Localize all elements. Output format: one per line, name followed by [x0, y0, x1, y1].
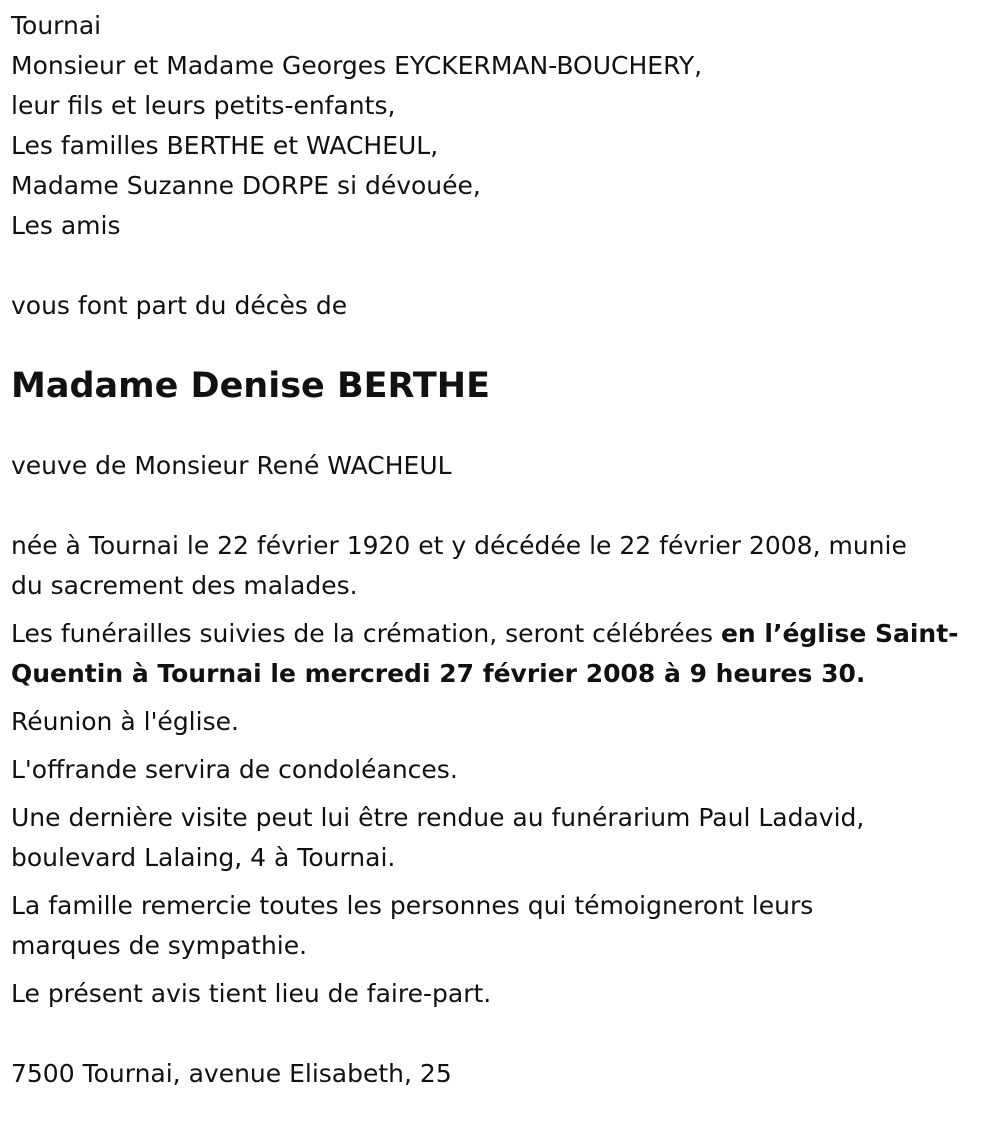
- location: Tournai: [11, 11, 102, 40]
- visit-paragraph: [11, 798, 996, 878]
- obituary-notice: [11, 6, 996, 1094]
- deceased-relation: veuve de Monsieur René WACHEUL: [11, 451, 452, 480]
- offering-paragraph: [11, 750, 996, 790]
- deceased-name: Madame Denise BERTHE: [11, 366, 491, 406]
- thanks-line: marques de sympathie.: [11, 931, 308, 960]
- visit-line: Une dernière visite peut lui être rendue au funérarium Paul Ladavid,: [11, 803, 865, 832]
- mourner-line: Les familles BERTHE et WACHEUL,: [11, 131, 439, 160]
- funeral-date-bold: Quentin à Tournai le mercredi 27 février 2008 à 9 heures 30.: [11, 659, 866, 688]
- meeting-text: Réunion à l'église.: [11, 707, 239, 736]
- thanks-paragraph: [11, 886, 996, 966]
- mourner-line: Les amis: [11, 211, 121, 240]
- birth-death-line: née à Tournai le 22 février 1920 et y décédée le 22 février 2008, munie: [11, 531, 907, 560]
- family-address: 7500 Tournai, avenue Elisabeth, 25: [11, 1059, 452, 1088]
- funeral-location-bold: en l’église Saint-: [720, 619, 959, 648]
- funeral-paragraph: [11, 614, 996, 694]
- mourner-line: leur fils et leurs petits-enfants,: [11, 91, 396, 120]
- funeral-line: [11, 654, 996, 694]
- birth-death-paragraph: [11, 526, 996, 606]
- funeral-intro: Les funérailles suivies de la crémation, seront célébrées: [11, 619, 721, 648]
- birth-death-line: du sacrement des malades.: [11, 571, 358, 600]
- thanks-line: La famille remercie toutes les personnes qui témoigneront leurs: [11, 891, 814, 920]
- mourners-list: [11, 46, 996, 246]
- visit-line: boulevard Lalaing, 4 à Tournai.: [11, 843, 396, 872]
- mourner-line: Madame Suzanne DORPE si dévouée,: [11, 171, 481, 200]
- mourner-line: Monsieur et Madame Georges EYCKERMAN-BOUCHERY,: [11, 51, 703, 80]
- offering-text: L'offrande servira de condoléances.: [11, 755, 458, 784]
- announcement-text: vous font part du décès de: [11, 291, 348, 320]
- notice-text: Le présent avis tient lieu de faire-part.: [11, 979, 492, 1008]
- meeting-paragraph: [11, 702, 996, 742]
- funeral-line: [11, 614, 996, 654]
- notice-paragraph: [11, 974, 996, 1014]
